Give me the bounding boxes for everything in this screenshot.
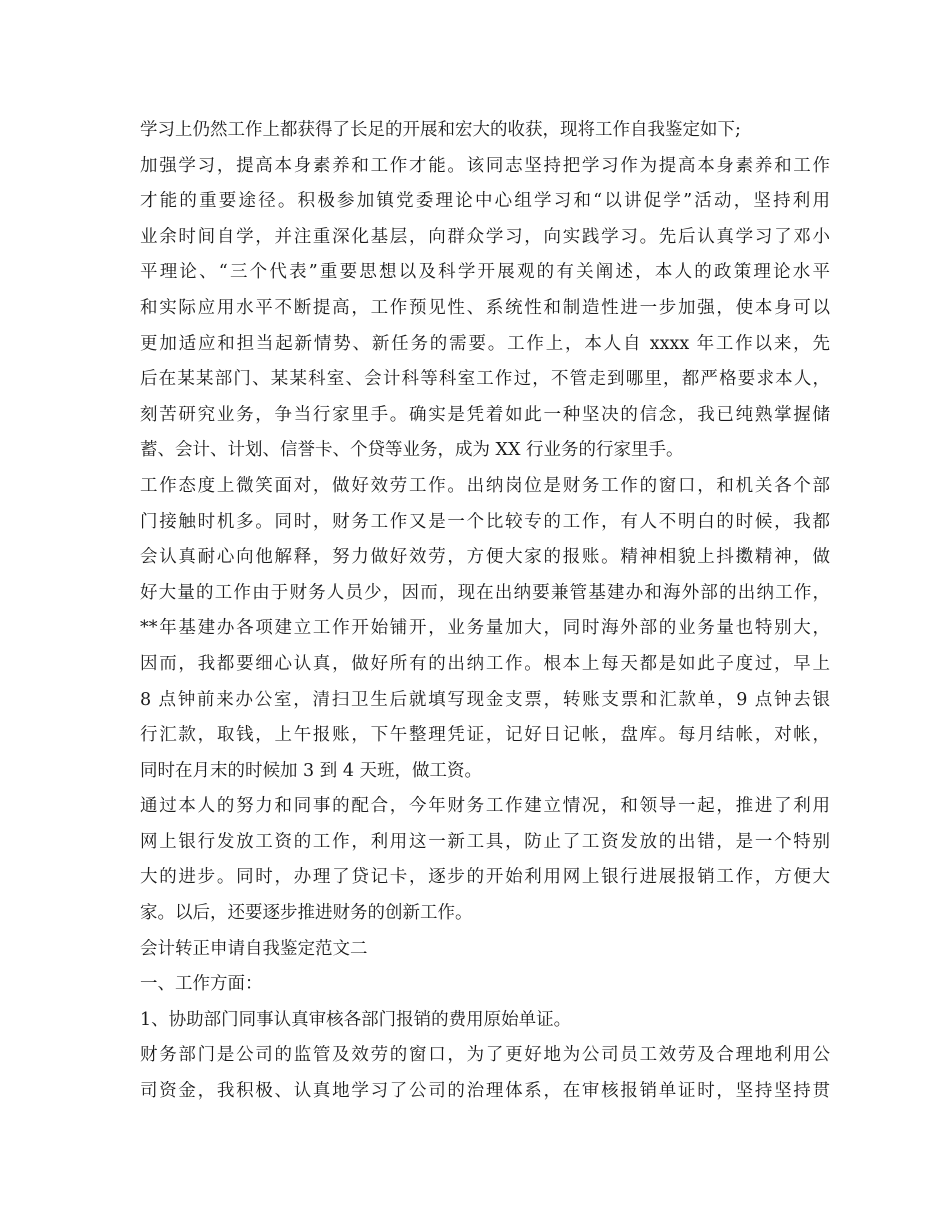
text-line: 同时在月末的时候加 3 到 4 天班，做工资。 — [140, 760, 483, 781]
text-line: 会认真耐心向他解释，努力做好效劳，方便大家的报账。精神相貌上抖擞精神，做 — [140, 547, 830, 568]
text-line: 工作态度上微笑面对，做好效劳工作。出纳岗位是财务工作的窗口，和机关各个部 — [140, 475, 830, 496]
text-line: 业余时间自学，并注重深化基层，向群众学习，向实践学习。先后认真学习了邓小 — [140, 226, 830, 247]
text-line: 学习上仍然工作上都获得了长足的开展和宏大的收获，现将工作自我鉴定如下; — [140, 120, 741, 140]
text-line: 后在某某部门、某某科室、会计科等科室工作过，不管走到哪里，都严格要求本人， — [140, 369, 830, 390]
text-line: 司资金，我积极、认真地学习了公司的治理体系，在审核报销单证时，坚持坚持贯 — [140, 1081, 830, 1102]
text-line: 才能的重要途径。积极参加镇党委理论中心组学习和“以讲促学”活动，坚持利用 — [140, 191, 830, 212]
text-line: 和实际应用水平不断提高，工作预见性、系统性和制造性进一步加强，使本身可以 — [140, 297, 830, 318]
text-line: 一、工作方面： — [140, 974, 263, 995]
text-line: 门接触时机多。同时，财务工作又是一个比较专的工作，有人不明白的时候，我都 — [140, 511, 830, 532]
text-line: 家。以后，还要逐步推进财务的创新工作。 — [140, 903, 473, 924]
text-line: 财务部门是公司的监管及效劳的窗口，为了更好地为公司员工效劳及合理地利用公 — [140, 1045, 830, 1066]
text-line: 蓄、会计、计划、信誉卡、个贷等业务，成为 XX 行业务的行家里手。 — [140, 440, 684, 461]
document-body — [140, 113, 830, 1110]
text-line: **年基建办各项建立工作开始铺开，业务量加大，同时海外部的业务量也特别大， — [140, 618, 830, 639]
text-line: 加强学习，提高本身素养和工作才能。该同志坚持把学习作为提高本身素养和工作 — [140, 155, 830, 176]
text-line: 通过本人的努力和同事的配合，今年财务工作建立情况，和领导一起，推进了利用 — [140, 796, 830, 817]
text-line: 1、协助部门同事认真审核各部门报销的费用原始单证。 — [140, 1009, 572, 1030]
text-line: 网上银行发放工资的工作，利用这一新工具，防止了工资发放的出错，是一个特别 — [140, 831, 830, 852]
text-line: 更加适应和担当起新情势、新任务的需要。工作上，本人自 xxxx 年工作以来，先 — [140, 333, 830, 354]
text-line: 行汇款，取钱，上午报账，下午整理凭证，记好日记帐，盘库。每月结帐，对帐， — [140, 725, 830, 746]
text-line: 刻苦研究业务，争当行家里手。确实是凭着如此一种坚决的信念，我已纯熟掌握储 — [140, 404, 830, 425]
text-line: 8 点钟前来办公室，清扫卫生后就填写现金支票，转账支票和汇款单，9 点钟去银 — [140, 689, 830, 710]
text-line: 平理论、“三个代表”重要思想以及科学开展观的有关阐述，本人的政策理论水平 — [140, 262, 830, 283]
text-line: 大的进步。同时，办理了贷记卡，逐步的开始利用网上银行进展报销工作，方便大 — [140, 867, 830, 888]
text-line: 因而，我都要细心认真，做好所有的出纳工作。根本上每天都是如此子度过，早上 — [140, 653, 830, 674]
text-line: 会计转正申请自我鉴定范文二 — [140, 938, 368, 959]
text-line: 好大量的工作由于财务人员少，因而，现在出纳要兼管基建办和海外部的出纳工作， — [140, 582, 830, 603]
